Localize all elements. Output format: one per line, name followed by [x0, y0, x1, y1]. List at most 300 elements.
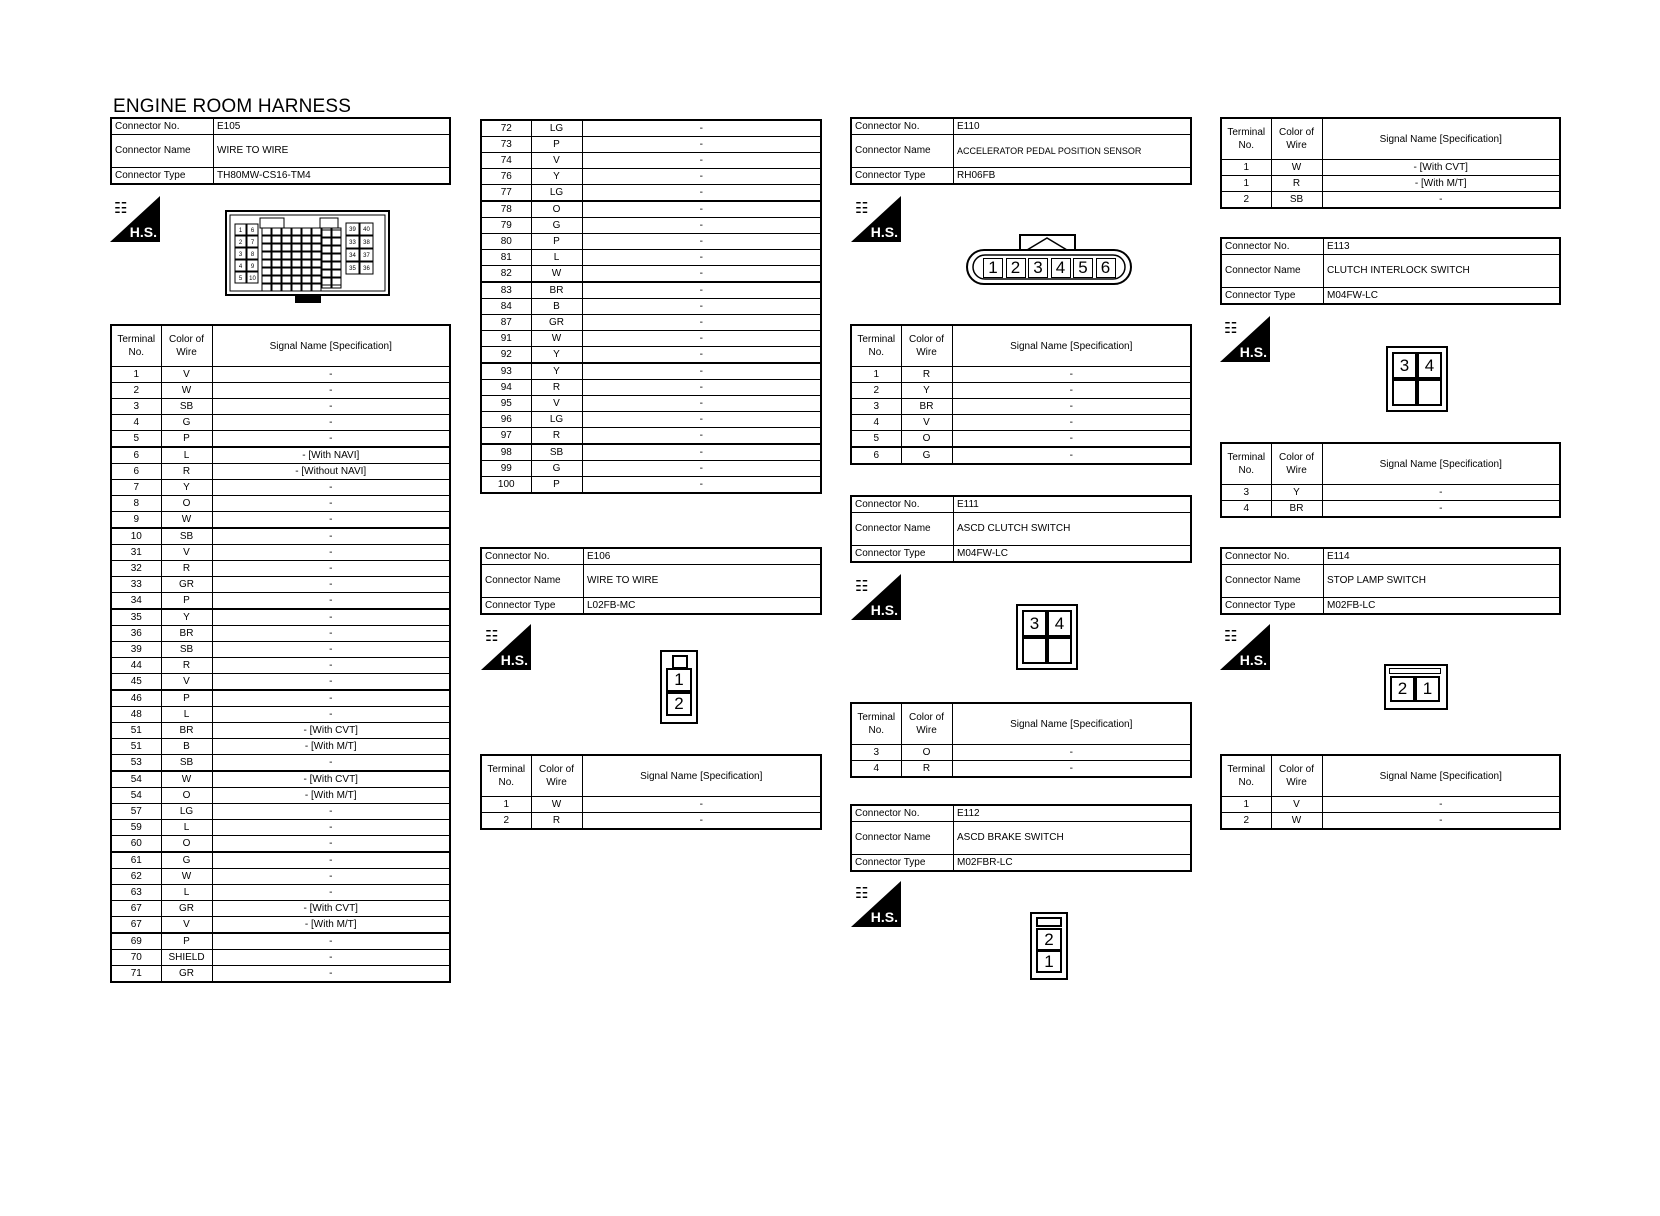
- pin-terminal: 82: [481, 266, 531, 283]
- pin-wire-color: P: [161, 690, 212, 707]
- pin-row: [111, 528, 450, 545]
- col-signal-name: Signal Name [Specification]: [952, 325, 1191, 367]
- pin-row: [851, 761, 1191, 778]
- e114-connector-face: [1384, 664, 1448, 710]
- connector-glyph-icon: ☷: [1224, 320, 1238, 337]
- pin-signal: -: [582, 797, 821, 813]
- pin-wire-color: P: [531, 234, 582, 250]
- pin-wire-color: V: [1271, 797, 1322, 813]
- pin-signal: - [Without NAVI]: [212, 464, 450, 480]
- pin-signal: -: [582, 299, 821, 315]
- e110-header: [850, 117, 1192, 185]
- pin-row: [111, 901, 450, 917]
- pin-signal: -: [212, 658, 450, 674]
- label-connector-type: Connector Type: [1221, 288, 1324, 305]
- pin-signal: -: [212, 626, 450, 642]
- pin-wire-color: SB: [161, 755, 212, 772]
- pin-row: [111, 383, 450, 399]
- pin-row: [111, 820, 450, 836]
- pin-row: [1221, 192, 1560, 209]
- pin-terminal: 4: [1221, 501, 1271, 518]
- pin-signal: -: [582, 137, 821, 153]
- pin-terminal: 36: [111, 626, 161, 642]
- hs-icon: ☷ H.S.: [851, 196, 901, 242]
- pin-row: [111, 496, 450, 512]
- label-connector-no: Connector No.: [111, 118, 214, 135]
- pin-wire-color: W: [1271, 813, 1322, 830]
- pin-signal: -: [582, 153, 821, 169]
- col-signal-name: Signal Name [Specification]: [1322, 118, 1560, 160]
- pin-row: [111, 561, 450, 577]
- pin-wire-color: O: [901, 745, 952, 761]
- pin-terminal: 95: [481, 396, 531, 412]
- label-connector-no: Connector No.: [1221, 548, 1324, 565]
- pin-terminal: 84: [481, 299, 531, 315]
- e110-connector-face: [965, 230, 1133, 286]
- col-terminal-no: Terminal No.: [1221, 118, 1271, 160]
- connector-glyph-icon: ☷: [855, 885, 869, 902]
- e110-type: RH06FB: [954, 168, 1192, 185]
- pin-terminal: 32: [111, 561, 161, 577]
- e105-face-label: 9: [250, 264, 255, 270]
- pin-signal: -: [582, 282, 821, 299]
- e114-name: STOP LAMP SWITCH: [1324, 565, 1561, 598]
- pin-row: [481, 797, 821, 813]
- connector-glyph-icon: ☷: [1224, 628, 1238, 645]
- pin-terminal: 53: [111, 755, 161, 772]
- pin-row: [111, 852, 450, 869]
- pin-terminal: 63: [111, 885, 161, 901]
- pin-wire-color: SB: [531, 444, 582, 461]
- col-color-of-wire: Color of Wire: [901, 325, 952, 367]
- pin-terminal: 99: [481, 461, 531, 477]
- pin-row: [111, 804, 450, 820]
- pin-terminal: 79: [481, 218, 531, 234]
- pin-signal: -: [582, 120, 821, 137]
- pin-signal: -: [212, 593, 450, 610]
- col-signal-name: Signal Name [Specification]: [952, 703, 1191, 745]
- pin-terminal: 2: [851, 383, 901, 399]
- pin-signal: -: [582, 315, 821, 331]
- pin-signal: -: [582, 185, 821, 202]
- label-connector-name: Connector Name: [851, 822, 954, 855]
- pin-row: [111, 755, 450, 772]
- connector-glyph-icon: ☷: [855, 200, 869, 217]
- e114-pin-table: [1220, 754, 1561, 830]
- e114-cell-1: 1: [1415, 676, 1440, 702]
- pin-wire-color: Y: [161, 480, 212, 496]
- pin-row: [481, 380, 821, 396]
- pin-terminal: 10: [111, 528, 161, 545]
- pin-wire-color: V: [161, 545, 212, 561]
- pin-row: [481, 169, 821, 185]
- e105-connector-face: [225, 208, 391, 306]
- e113-no: E113: [1324, 238, 1561, 255]
- pin-signal: - [With CVT]: [212, 771, 450, 788]
- pin-signal: - [With M/T]: [1322, 176, 1560, 192]
- pin-terminal: 94: [481, 380, 531, 396]
- e105-no: E105: [214, 118, 451, 135]
- pin-row: [111, 626, 450, 642]
- pin-terminal: 35: [111, 609, 161, 626]
- pin-row: [1221, 501, 1560, 518]
- pin-wire-color: P: [531, 137, 582, 153]
- pin-signal: - [With NAVI]: [212, 447, 450, 464]
- label-connector-type: Connector Type: [851, 168, 954, 185]
- pin-signal: -: [952, 383, 1191, 399]
- pin-wire-color: W: [161, 512, 212, 529]
- e113-cell-3: 3: [1392, 352, 1417, 379]
- e114-cell-2: 2: [1390, 676, 1415, 702]
- pin-terminal: 100: [481, 477, 531, 494]
- label-connector-type: Connector Type: [111, 168, 214, 185]
- label-connector-no: Connector No.: [851, 805, 954, 822]
- col-terminal-no: Terminal No.: [851, 325, 901, 367]
- pin-wire-color: O: [161, 496, 212, 512]
- e106-connector-face: [660, 650, 698, 724]
- label-connector-no: Connector No.: [851, 118, 954, 135]
- e112-no: E112: [954, 805, 1192, 822]
- hs-icon: ☷ H.S.: [851, 881, 901, 927]
- pin-terminal: 48: [111, 707, 161, 723]
- pin-wire-color: SB: [161, 399, 212, 415]
- pin-row: [111, 609, 450, 626]
- pin-row: [111, 933, 450, 950]
- hs-icon: ☷ H.S.: [851, 574, 901, 620]
- pin-terminal: 83: [481, 282, 531, 299]
- pin-signal: -: [1322, 485, 1560, 501]
- pin-row: [111, 966, 450, 983]
- e111-no: E111: [954, 496, 1192, 513]
- pin-row: [481, 250, 821, 266]
- pin-row: [481, 266, 821, 283]
- pin-terminal: 1: [851, 367, 901, 383]
- pin-terminal: 3: [111, 399, 161, 415]
- pin-terminal: 87: [481, 315, 531, 331]
- e105-face-label: 36: [363, 266, 370, 272]
- col-color-of-wire: Color of Wire: [1271, 118, 1322, 160]
- pin-row: [481, 120, 821, 137]
- pin-wire-color: Y: [531, 347, 582, 364]
- hs-icon: ☷ H.S.: [110, 196, 160, 242]
- pin-row: [111, 545, 450, 561]
- e113-name: CLUTCH INTERLOCK SWITCH: [1324, 255, 1561, 288]
- e110-cell-1: 1: [983, 258, 1003, 278]
- pin-terminal: 4: [851, 415, 901, 431]
- pin-signal: - [With M/T]: [212, 917, 450, 934]
- pin-signal: -: [952, 745, 1191, 761]
- pin-wire-color: V: [161, 917, 212, 934]
- pin-wire-color: SB: [161, 528, 212, 545]
- e106-no: E106: [584, 548, 822, 565]
- e105-face-label: 40: [363, 227, 370, 233]
- label-connector-type: Connector Type: [1221, 598, 1324, 615]
- pin-signal: -: [212, 609, 450, 626]
- pin-row: [111, 593, 450, 610]
- pin-row: [111, 723, 450, 739]
- pin-signal: -: [582, 444, 821, 461]
- pin-signal: -: [212, 480, 450, 496]
- pin-row: [481, 234, 821, 250]
- pin-wire-color: P: [161, 431, 212, 448]
- pin-wire-color: L: [161, 820, 212, 836]
- pin-wire-color: LG: [531, 412, 582, 428]
- pin-terminal: 59: [111, 820, 161, 836]
- pin-row: [481, 428, 821, 445]
- pin-signal: -: [212, 577, 450, 593]
- e112-cell-2: 2: [1036, 928, 1062, 951]
- pin-row: [851, 745, 1191, 761]
- pin-wire-color: GR: [161, 966, 212, 983]
- e106-name: WIRE TO WIRE: [584, 565, 822, 598]
- pin-signal: -: [212, 528, 450, 545]
- pin-row: [481, 813, 821, 830]
- pin-row: [481, 347, 821, 364]
- pin-signal: -: [212, 804, 450, 820]
- pin-signal: -: [1322, 192, 1560, 209]
- label-connector-name: Connector Name: [851, 513, 954, 546]
- pin-signal: -: [212, 869, 450, 885]
- pin-signal: -: [212, 820, 450, 836]
- pin-wire-color: G: [901, 447, 952, 464]
- pin-signal: - [With CVT]: [212, 723, 450, 739]
- pin-signal: -: [582, 396, 821, 412]
- pin-terminal: 73: [481, 137, 531, 153]
- pin-wire-color: R: [531, 428, 582, 445]
- pin-terminal: 45: [111, 674, 161, 691]
- pin-terminal: 92: [481, 347, 531, 364]
- pin-terminal: 1: [481, 797, 531, 813]
- e113-cell-empty: [1392, 379, 1417, 406]
- pin-terminal: 97: [481, 428, 531, 445]
- e105-name: WIRE TO WIRE: [214, 135, 451, 168]
- col-color-of-wire: Color of Wire: [1271, 755, 1322, 797]
- pin-signal: -: [212, 399, 450, 415]
- pin-terminal: 70: [111, 950, 161, 966]
- pin-signal: -: [582, 461, 821, 477]
- pin-signal: -: [212, 674, 450, 691]
- e105-face-label: 10: [249, 276, 256, 282]
- pin-wire-color: W: [161, 771, 212, 788]
- pin-terminal: 57: [111, 804, 161, 820]
- pin-terminal: 4: [851, 761, 901, 778]
- pin-signal: -: [582, 201, 821, 218]
- pin-terminal: 44: [111, 658, 161, 674]
- pin-wire-color: W: [531, 266, 582, 283]
- pin-terminal: 80: [481, 234, 531, 250]
- pin-terminal: 77: [481, 185, 531, 202]
- pin-row: [1221, 485, 1560, 501]
- pin-terminal: 46: [111, 690, 161, 707]
- pin-signal: -: [582, 169, 821, 185]
- col-terminal-no: Terminal No.: [851, 703, 901, 745]
- label-connector-no: Connector No.: [851, 496, 954, 513]
- col-signal-name: Signal Name [Specification]: [582, 755, 821, 797]
- pin-signal: -: [212, 431, 450, 448]
- col-color-of-wire: Color of Wire: [161, 325, 212, 367]
- pin-row: [481, 218, 821, 234]
- pin-row: [111, 836, 450, 853]
- pin-terminal: 5: [111, 431, 161, 448]
- pin-terminal: 2: [1221, 813, 1271, 830]
- pin-row: [481, 299, 821, 315]
- pin-terminal: 62: [111, 869, 161, 885]
- col-terminal-no: Terminal No.: [1221, 443, 1271, 485]
- e105-pin-table-b: [480, 119, 822, 494]
- e105-face-label: 1: [238, 228, 243, 234]
- pin-terminal: 2: [481, 813, 531, 830]
- pin-wire-color: L: [161, 885, 212, 901]
- pin-wire-color: O: [161, 788, 212, 804]
- pin-signal: -: [1322, 797, 1560, 813]
- pin-wire-color: B: [531, 299, 582, 315]
- pin-wire-color: L: [531, 250, 582, 266]
- e110-name: ACCELERATOR PEDAL POSITION SENSOR: [954, 135, 1192, 168]
- pin-row: [1221, 797, 1560, 813]
- pin-row: [851, 447, 1191, 464]
- pin-wire-color: Y: [531, 169, 582, 185]
- pin-wire-color: B: [161, 739, 212, 755]
- pin-signal: -: [212, 885, 450, 901]
- e106-header: [480, 547, 822, 615]
- e105-connector-drawing: [225, 208, 391, 306]
- pin-row: [111, 658, 450, 674]
- e112-cell-1: 1: [1036, 950, 1062, 973]
- pin-signal: -: [582, 347, 821, 364]
- pin-signal: -: [952, 367, 1191, 383]
- pin-wire-color: V: [161, 674, 212, 691]
- e111-name: ASCD CLUTCH SWITCH: [954, 513, 1192, 546]
- pin-row: [111, 917, 450, 934]
- e105-face-label: 7: [250, 240, 255, 246]
- pin-terminal: 51: [111, 739, 161, 755]
- pin-row: [851, 367, 1191, 383]
- pin-signal: -: [582, 428, 821, 445]
- pin-wire-color: BR: [531, 282, 582, 299]
- pin-row: [481, 363, 821, 380]
- pin-wire-color: O: [901, 431, 952, 448]
- pin-wire-color: SHIELD: [161, 950, 212, 966]
- pin-signal: -: [582, 363, 821, 380]
- e106-pin-table: [480, 754, 822, 830]
- col-signal-name: Signal Name [Specification]: [212, 325, 450, 367]
- pin-signal: -: [212, 367, 450, 383]
- pin-signal: -: [212, 707, 450, 723]
- pin-row: [481, 282, 821, 299]
- pin-row: [851, 399, 1191, 415]
- e106-cell-2: 2: [666, 692, 692, 716]
- pin-wire-color: W: [1271, 160, 1322, 176]
- label-connector-name: Connector Name: [481, 565, 584, 598]
- hs-icon: ☷ H.S.: [481, 624, 531, 670]
- col-color-of-wire: Color of Wire: [1271, 443, 1322, 485]
- pin-row: [111, 869, 450, 885]
- pin-wire-color: BR: [161, 723, 212, 739]
- e112-name: ASCD BRAKE SWITCH: [954, 822, 1192, 855]
- pin-signal: -: [212, 755, 450, 772]
- pin-row: [481, 444, 821, 461]
- pin-terminal: 71: [111, 966, 161, 983]
- pin-wire-color: BR: [1271, 501, 1322, 518]
- pin-terminal: 67: [111, 917, 161, 934]
- e110-cell-2: 2: [1006, 258, 1026, 278]
- pin-wire-color: V: [531, 396, 582, 412]
- pin-signal: -: [212, 852, 450, 869]
- e105-face-label: 34: [349, 253, 356, 259]
- e112-type: M02FBR-LC: [954, 855, 1192, 872]
- pin-signal: - [With CVT]: [212, 901, 450, 917]
- pin-row: [111, 642, 450, 658]
- pin-signal: -: [582, 477, 821, 494]
- pin-signal: -: [212, 966, 450, 983]
- e112-connector-face: [1030, 912, 1068, 980]
- pin-wire-color: BR: [901, 399, 952, 415]
- pin-terminal: 3: [851, 399, 901, 415]
- pin-wire-color: R: [901, 367, 952, 383]
- pin-wire-color: LG: [531, 185, 582, 202]
- pin-row: [481, 315, 821, 331]
- pin-signal: -: [582, 266, 821, 283]
- pin-row: [851, 415, 1191, 431]
- col-terminal-no: Terminal No.: [1221, 755, 1271, 797]
- pin-wire-color: G: [531, 461, 582, 477]
- pin-row: [111, 690, 450, 707]
- pin-terminal: 98: [481, 444, 531, 461]
- pin-terminal: 54: [111, 788, 161, 804]
- pin-wire-color: P: [161, 933, 212, 950]
- pin-row: [111, 674, 450, 691]
- pin-signal: -: [952, 415, 1191, 431]
- e105-face-label: 8: [250, 252, 255, 258]
- pin-row: [111, 885, 450, 901]
- pin-terminal: 54: [111, 771, 161, 788]
- pin-signal: -: [212, 383, 450, 399]
- pin-terminal: 39: [111, 642, 161, 658]
- pin-terminal: 34: [111, 593, 161, 610]
- label-connector-name: Connector Name: [111, 135, 214, 168]
- pin-row: [111, 788, 450, 804]
- e113-header: [1220, 237, 1561, 305]
- pin-wire-color: R: [161, 561, 212, 577]
- pin-wire-color: Y: [161, 609, 212, 626]
- pin-row: [481, 412, 821, 428]
- label-connector-name: Connector Name: [1221, 565, 1324, 598]
- connector-glyph-icon: ☷: [114, 200, 128, 217]
- e110-pin-table: [850, 324, 1192, 465]
- e105-face-label: 6: [250, 228, 255, 234]
- pin-signal: -: [212, 415, 450, 431]
- pin-wire-color: R: [531, 813, 582, 830]
- label-connector-type: Connector Type: [481, 598, 584, 615]
- pin-signal: -: [952, 399, 1191, 415]
- pin-wire-color: G: [161, 852, 212, 869]
- hs-icon: ☷ H.S.: [1220, 316, 1270, 362]
- pin-wire-color: GR: [161, 901, 212, 917]
- pin-terminal: 60: [111, 836, 161, 853]
- pin-signal: -: [582, 380, 821, 396]
- pin-signal: -: [1322, 501, 1560, 518]
- pin-wire-color: R: [901, 761, 952, 778]
- label-connector-no: Connector No.: [1221, 238, 1324, 255]
- pin-signal: - [With CVT]: [1322, 160, 1560, 176]
- pin-wire-color: P: [531, 477, 582, 494]
- e105-pin-table-a: [110, 324, 451, 983]
- col-terminal-no: Terminal No.: [111, 325, 161, 367]
- pin-signal: -: [582, 218, 821, 234]
- pin-terminal: 93: [481, 363, 531, 380]
- pin-terminal: 5: [851, 431, 901, 448]
- pin-signal: -: [952, 447, 1191, 464]
